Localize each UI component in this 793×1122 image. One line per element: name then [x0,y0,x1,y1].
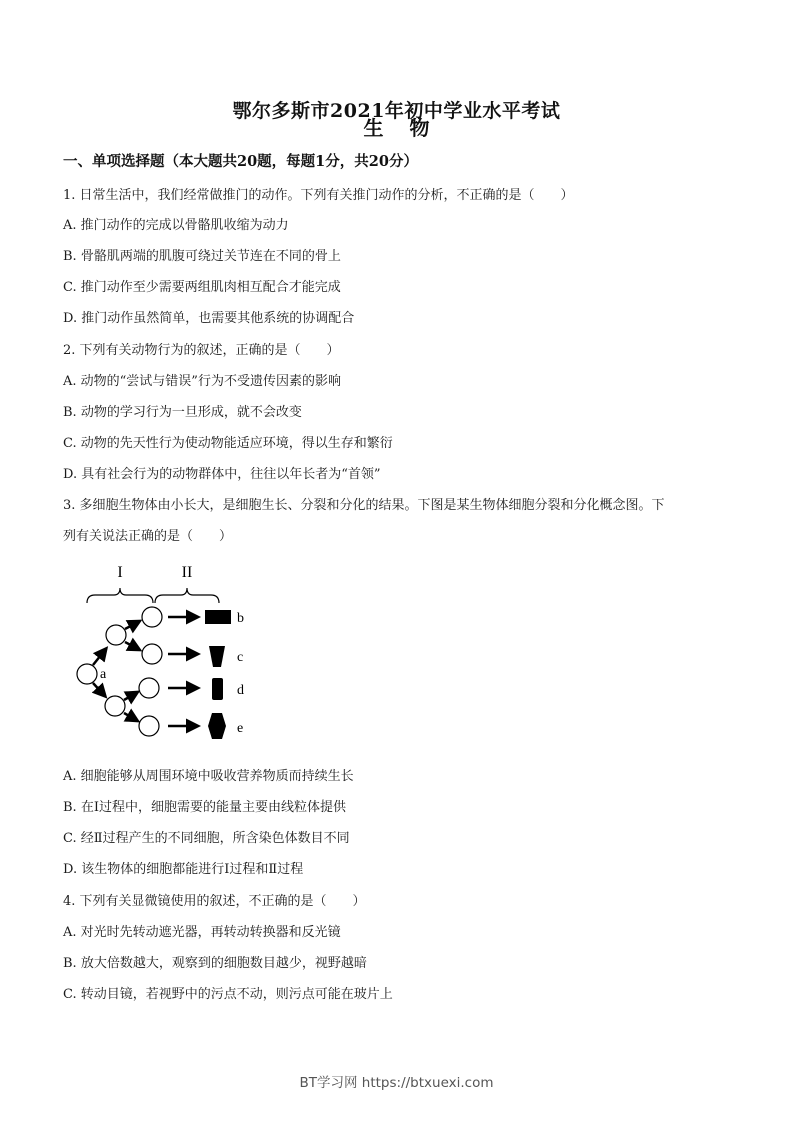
question-4-stem: 4. 下列有关显微镜使用的叙述，不正确的是（ ） [63,894,366,909]
question-3-option-d: D. 该生物体的细胞都能进行Ⅰ过程和Ⅱ过程 [63,862,304,877]
question-4-option-a: A. 对光时先转动遮光器，再转动转换器和反光镜 [63,925,341,940]
cell-b-rectangle [205,610,231,624]
section-heading: 一、单项选择题（本大题共20题，每题1分，共20分） [63,153,418,170]
cell-a [77,664,97,684]
question-3-stem-line2: 列有关说法正确的是（ ） [63,529,233,544]
label-d: d [237,683,244,698]
brace-process-2 [155,588,219,603]
question-1-option-d: D. 推门动作虽然简单，也需要其他系统的协调配合 [63,311,355,326]
question-1-stem: 1. 日常生活中，我们经常做推门的动作。下列有关推门动作的分析，不正确的是（ ） [63,188,574,203]
process-label-1: I [117,564,123,581]
cell-d-capsule [212,678,223,700]
cell-c-trapezoid [209,646,225,667]
label-e: e [237,721,244,736]
question-2-option-a: A. 动物的“尝试与错误”行为不受遗传因素的影响 [63,374,341,389]
question-1-option-a: A. 推门动作的完成以骨骼肌收缩为动力 [63,218,289,233]
question-1-option-b: B. 骨骼肌两端的肌腹可绕过关节连在不同的骨上 [63,249,341,264]
question-4-option-b: B. 放大倍数越大，观察到的细胞数目越少，视野越暗 [63,956,367,971]
question-4-option-c: C. 转动目镜，若视野中的污点不动，则污点可能在玻片上 [63,987,393,1002]
label-c: c [237,650,244,665]
exam-subject: 生物 [363,116,456,140]
question-3-stem-line1: 3. 多细胞生物体由小长大，是细胞生长、分裂和分化的结果。下图是某生物体细胞分裂和分化概念图。下 [63,498,665,513]
question-2-option-b: B. 动物的学习行为一旦形成，就不会改变 [63,405,302,420]
question-3-option-b: B. 在Ⅰ过程中，细胞需要的能量主要由线粒体提供 [63,800,346,815]
watermark-footer: BT学习网 https://btxuexi.com [299,1075,494,1091]
cell-e-hexagon [208,713,226,739]
question-2-stem: 2. 下列有关动物行为的叙述，正确的是（ ） [63,343,340,358]
question-2-option-d: D. 具有社会行为的动物群体中，往往以年长者为“首领” [63,467,381,482]
exam-title: 鄂尔多斯市2021年初中学业水平考试 [232,100,561,122]
label-a: a [100,667,107,682]
question-2-option-c: C. 动物的先天性行为使动物能适应环境，得以生存和繁衍 [63,436,393,451]
question-3-option-c: C. 经Ⅱ过程产生的不同细胞，所含染色体数目不同 [63,831,350,846]
question-3-option-a: A. 细胞能够从周围环境中吸收营养物质而持续生长 [63,769,354,784]
brace-process-1 [87,588,153,603]
question-1-option-c: C. 推门动作至少需要两组肌肉相互配合才能完成 [63,280,341,295]
label-b: b [237,611,244,626]
cell-division-differentiation-diagram [60,555,270,745]
process-label-2: II [181,564,193,581]
